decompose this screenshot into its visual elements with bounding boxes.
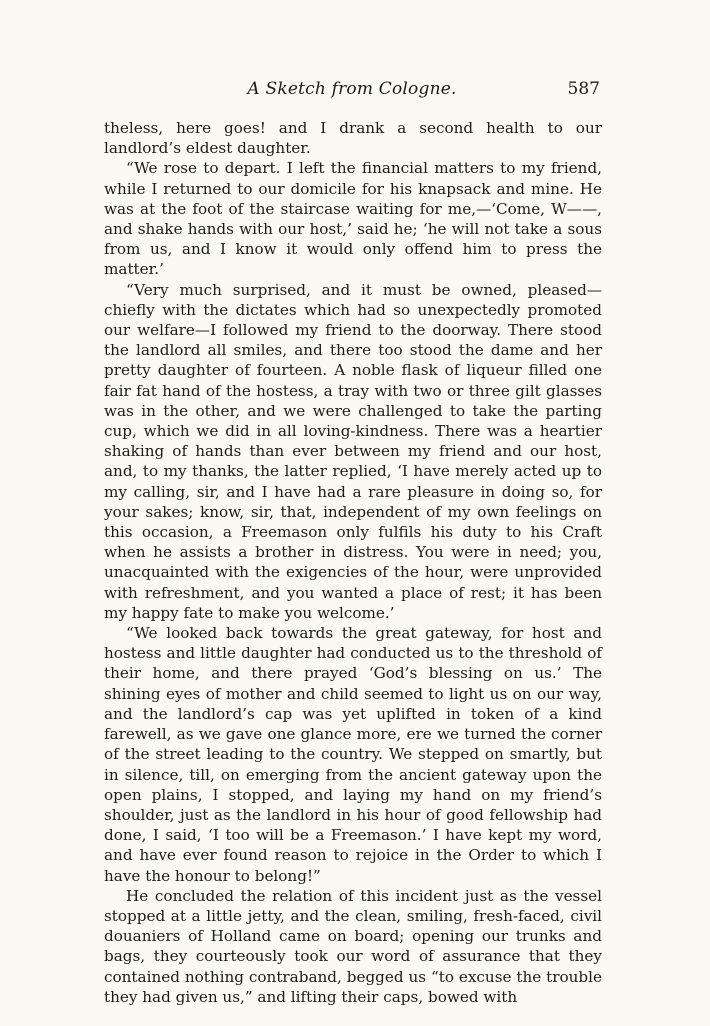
paragraph-continued: theless, here goes! and I drank a second health to our landlord’s eldest daughter. (104, 119, 602, 158)
running-title: A Sketch from Cologne. (247, 79, 457, 99)
page-number: 587 (567, 79, 600, 99)
paragraph: “We looked back towards the great gateway, for host and hostess and little daughter had conducted us to the threshold of their home, and there prayed ‘God’s blessing on us.’ The shining eyes of mother and child seemed to light us on our way, and the landlord’s cap was yet uplifted in token of a kind farewell, as we gave one glance more, ere we turned the corner of the street leading to the country. We stepped on smartly, but in silence, till, on emerging from the ancient gateway upon the open plains, I stopped, and laying my hand on my friend’s shoulder, just as the landlord in his hour of good fellowship had done, I said, ‘I too will be a Freemason.’ I have kept my word, and have ever found reason to rejoice in the Order to which I have the honour to belong!” (104, 624, 602, 885)
body-text (104, 118, 602, 1007)
page-header (104, 79, 600, 107)
paragraph: He concluded the relation of this incident just as the vessel stopped at a little jetty, and the clean, smiling, fresh-faced, civil douaniers of Holland came on board; opening our trunks and bags, they courteously took our word of assurance that they contained nothing contraband, begged us “to excuse the trouble they had given us,” and lifting their caps, bowed with (104, 886, 602, 1006)
paragraph: “We rose to depart. I left the financial matters to my friend, while I returned to our domicile for his knapsack and mine. He was at the foot of the staircase waiting for me,—‘Come, W——, and shake hands with our host,’ said he; ‘he will not take a sous from us, and I know it would only offend him to press the matter.’ (104, 159, 602, 279)
paragraph: “Very much surprised, and it must be owned, pleased—chiefly with the dictates which had so unexpectedly promoted our welfare—I followed my friend to the doorway. There stood the landlord all smiles, and there too stood the dame and her pretty daughter of fourteen. A noble flask of liqueur filled one fair fat hand of the hostess, a tray with two or three gilt glasses was in the other, and we were challenged to take the parting cup, which we did in all loving-kindness. There was a heartier shaking of hands than ever between my friend and our host, and, to my thanks, the latter replied, ‘I have merely acted up to my calling, sir, and I have had a rare pleasure in doing so, for your sakes; know, sir, that, independent of my own feelings on this occasion, a Freemason only fulfils his duty to his Craft when he assists a brother in distress. You were in need; you, unacquainted with the exigencies of the hour, were unprovided with refreshment, and you wanted a place of rest; it has been my happy fate to make you welcome.’ (104, 280, 602, 622)
